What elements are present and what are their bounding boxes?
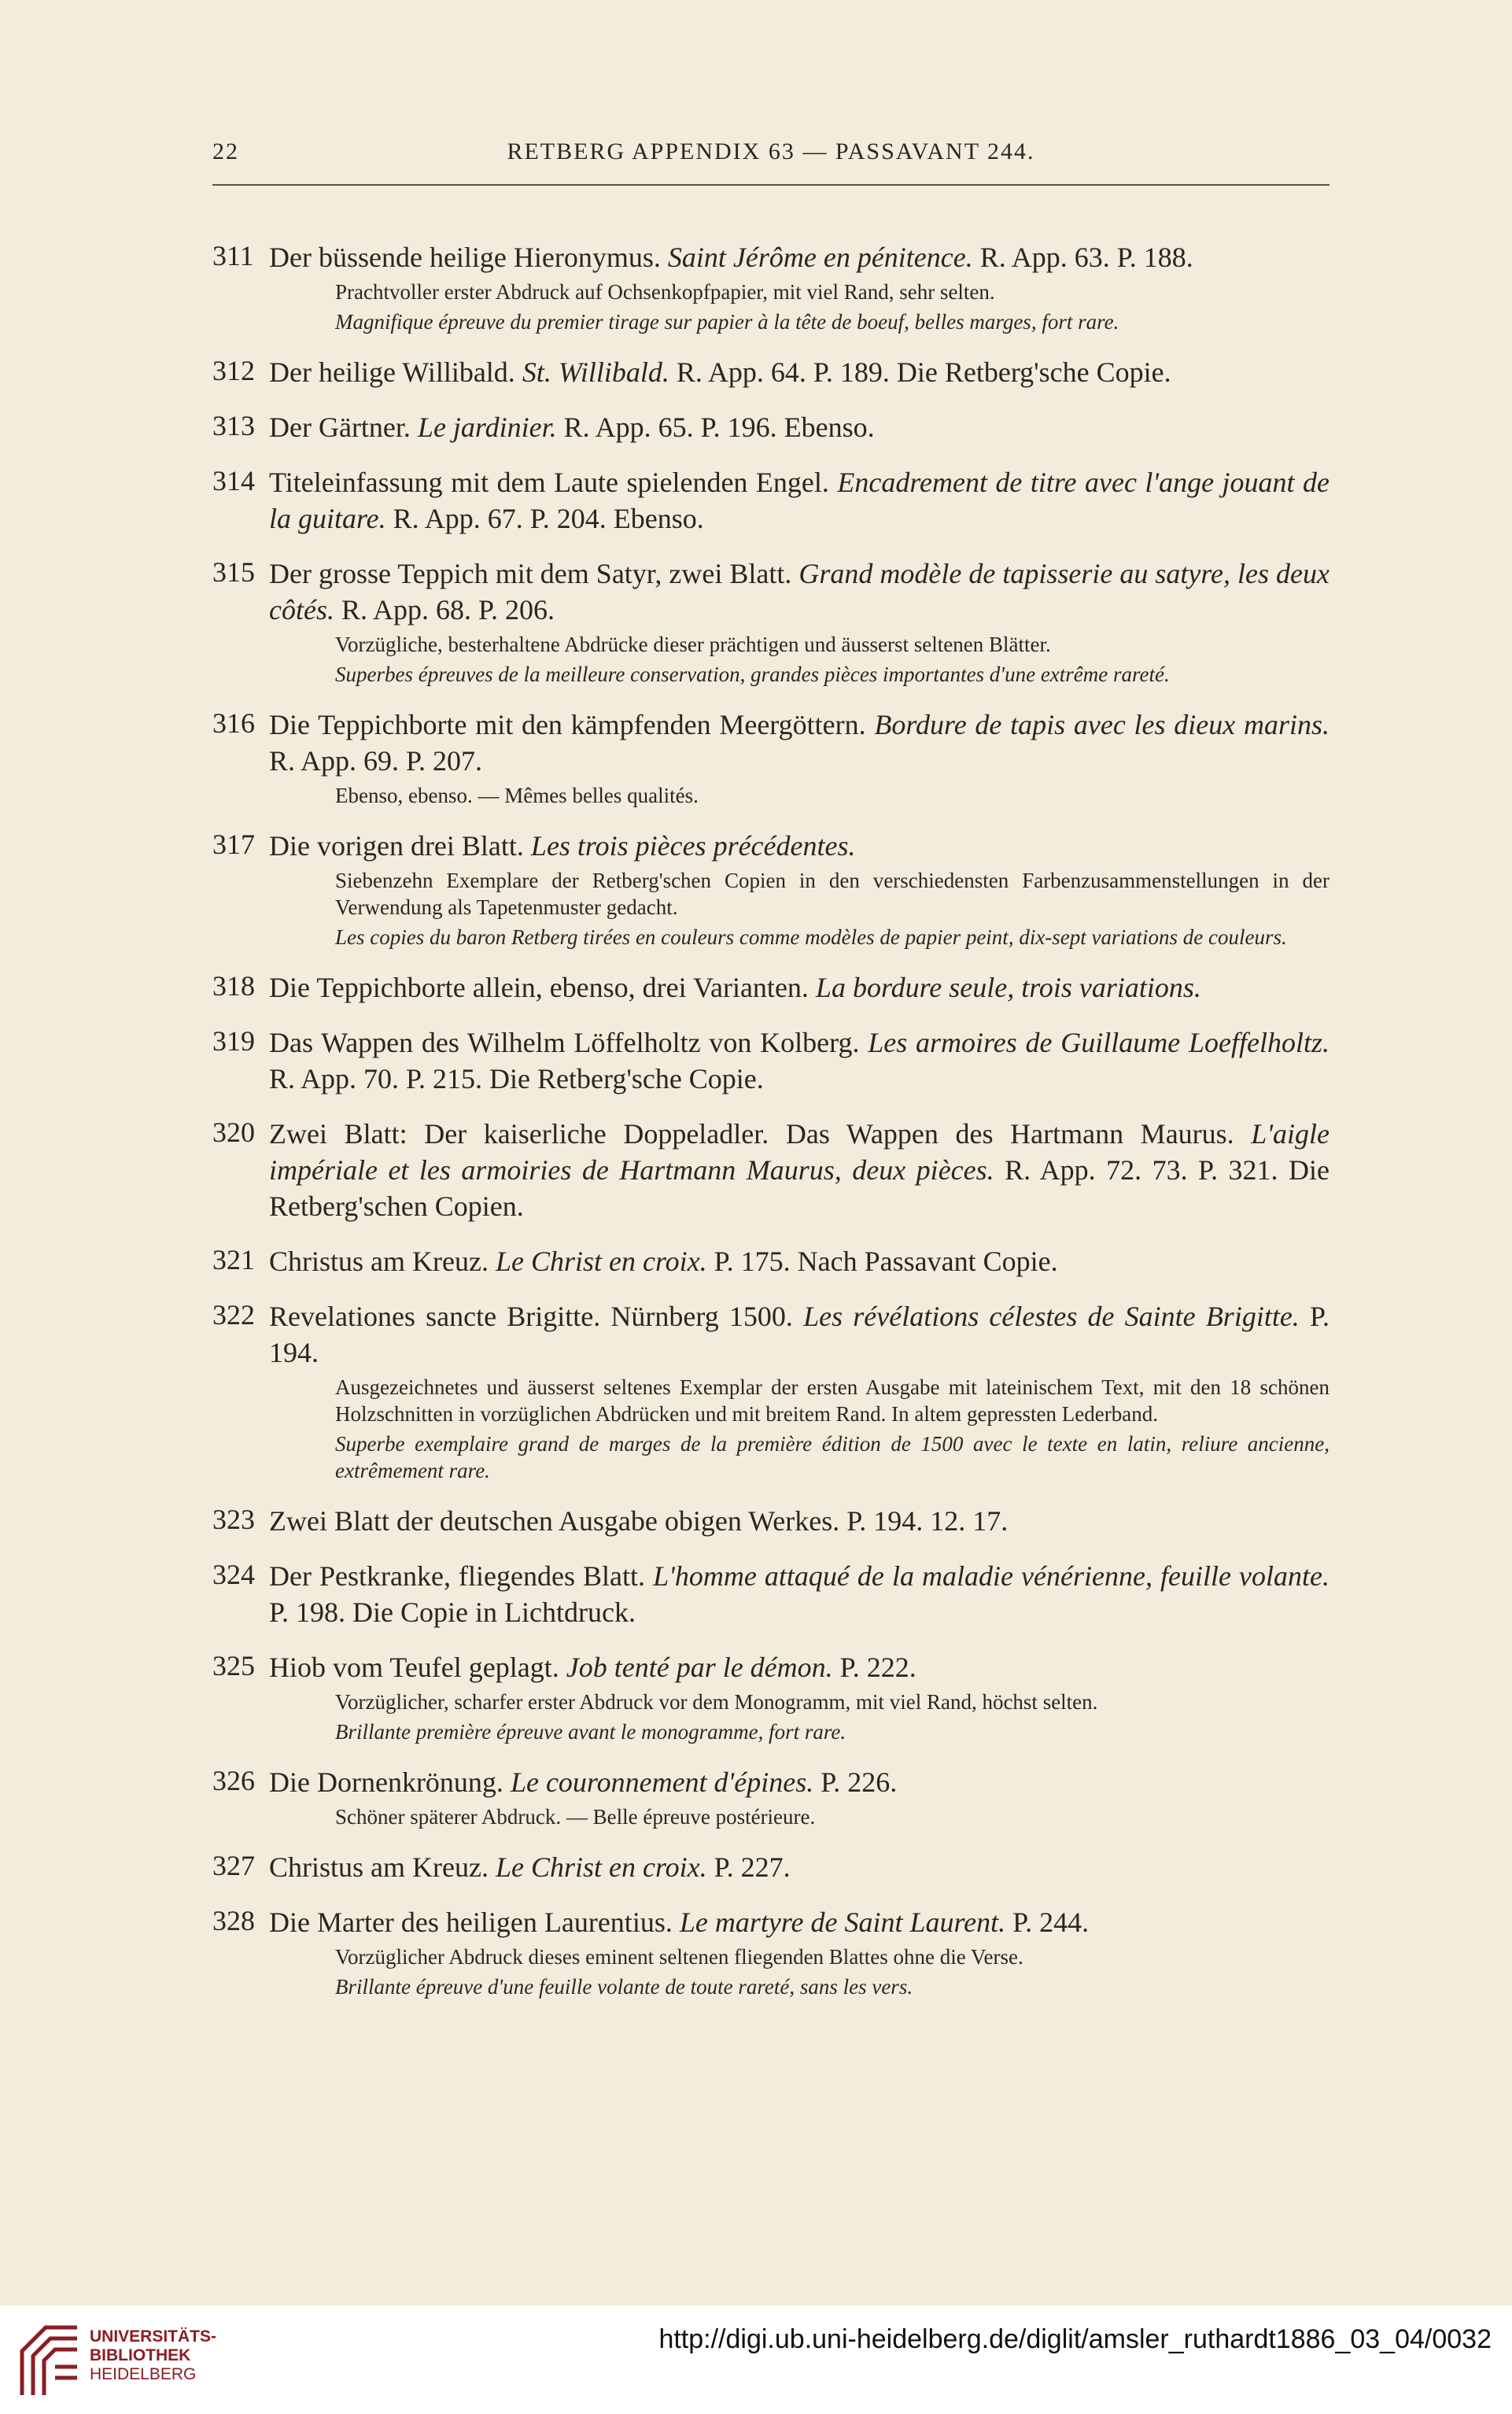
entry-note-german: Vorzügliche, besterhaltene Abdrücke dieser prächtigen und äusserst seltenen Blätter. <box>335 633 1051 656</box>
entry-description <box>269 239 1329 275</box>
entry-reference: R. App. 63. P. 188. <box>979 242 1193 273</box>
entry-french-title: Job tenté par le démon. <box>566 1652 833 1683</box>
entry-note-french: Brillante première épreuve avant le monogramme, fort rare. <box>335 1720 846 1744</box>
library-name-line3: HEIDELBERG <box>90 2365 197 2383</box>
entry-number: 314 <box>212 465 255 496</box>
entry-number: 312 <box>212 355 255 386</box>
entry-reference: R. App. 69. P. 207. <box>269 745 483 777</box>
entry-description <box>269 464 1329 537</box>
entry-note-german: Schöner späterer Abdruck. — Belle épreuve postérieure. <box>335 1805 816 1829</box>
entry-french-title: Le Christ en croix. <box>495 1246 707 1277</box>
entry-description <box>269 707 1329 779</box>
entry-german-title: Die Teppichborte mit den kämpfenden Meergöttern. <box>269 709 866 740</box>
entry-french-title: Le couronnement d'épines. <box>510 1766 814 1798</box>
catalog-entry <box>212 969 1329 1006</box>
entry-german-title: Zwei Blatt der deutschen Ausgabe obigen Werkes. <box>269 1505 840 1537</box>
entry-description <box>269 1764 1329 1800</box>
entry-german-title: Die vorigen drei Blatt. <box>269 830 524 862</box>
entry-number: 327 <box>212 1850 255 1881</box>
running-title: RETBERG APPENDIX 63 — PASSAVANT 244. <box>507 138 1035 164</box>
entry-note-german: Vorzüglicher, scharfer erster Abdruck vor dem Monogramm, mit viel Rand, höchst selten. <box>335 1690 1098 1714</box>
entry-note-french: Superbes épreuves de la meilleure conservation, grandes pièces importantes d'une extrême rareté. <box>335 663 1170 686</box>
entry-description <box>269 354 1329 390</box>
entry-reference: R. App. 68. P. 206. <box>341 594 555 626</box>
catalog-entry <box>212 409 1329 445</box>
entry-reference: R. App. 65. P. 196. Ebenso. <box>563 412 875 443</box>
entry-reference: P. 222. <box>839 1652 916 1683</box>
entry-number: 318 <box>212 970 255 1002</box>
catalog-entry <box>212 464 1329 537</box>
entry-french-title: Le Christ en croix. <box>495 1851 707 1883</box>
entry-german-title: Der büssende heilige Hieronymus. <box>269 242 661 273</box>
entry-german-title: Christus am Kreuz. <box>269 1246 489 1277</box>
entry-french-title: La bordure seule, trois variations. <box>815 972 1201 1003</box>
entry-reference: P. 194. <box>269 1301 1330 1368</box>
entry-german-title: Zwei Blatt: Der kaiserliche Doppeladler. Das Wappen des Hartmann Maurus. <box>269 1118 1234 1150</box>
entry-note-french: Les copies du baron Retberg tirées en couleurs comme modèles de papier peint, dix-sept variations de couleurs. <box>335 925 1287 949</box>
entry-number: 326 <box>212 1765 255 1796</box>
entry-description <box>269 1243 1329 1279</box>
entry-description <box>269 1649 1329 1685</box>
catalog-entries <box>212 239 1329 2000</box>
entry-french-title: L'aigle impériale et les armoiries de Hartmann Maurus, deux pièces. <box>269 1118 1329 1186</box>
entry-description <box>269 828 1329 864</box>
catalog-entry <box>212 1904 1329 2000</box>
entry-reference: R. App. 67. P. 204. Ebenso. <box>393 503 704 534</box>
entry-description <box>269 1904 1329 1940</box>
catalog-entry <box>212 1298 1329 1484</box>
entry-description <box>269 969 1329 1006</box>
entry-french-title: Grand modèle de tapisserie au satyre, les deux côtés. <box>269 558 1329 626</box>
catalog-entry <box>212 1558 1329 1630</box>
catalog-entry <box>212 1649 1329 1745</box>
entry-french-title: Les révélations célestes de Sainte Brigitte. <box>803 1301 1300 1332</box>
entry-number: 323 <box>212 1504 255 1535</box>
entry-number: 324 <box>212 1559 255 1590</box>
entry-note-german: Vorzüglicher Abdruck dieses eminent seltenen fliegenden Blattes ohne die Verse. <box>335 1945 1023 1969</box>
entry-french-title: Le jardinier. <box>417 412 557 443</box>
entry-german-title: Titeleinfassung mit dem Laute spielenden Engel. <box>269 467 829 498</box>
entry-german-title: Hiob vom Teufel geplagt. <box>269 1652 559 1683</box>
library-name-line2: BIBLIOTHEK <box>90 2346 191 2364</box>
entry-note-german: Siebenzehn Exemplare der Retberg'schen Copien in den verschiedensten Farbenzusammenstellungen in der Verwendung als Tapetenmuster gedacht. <box>335 869 1329 919</box>
library-logo-icon <box>14 2320 85 2401</box>
entry-german-title: Der Gärtner. <box>269 412 411 443</box>
entry-description <box>269 409 1329 445</box>
library-name <box>90 2327 216 2384</box>
entry-number: 315 <box>212 556 255 588</box>
footer-bar <box>0 2305 1512 2414</box>
entry-reference: R. App. 72. 73. P. 321. Die Retberg'schen Copien. <box>269 1154 1329 1222</box>
entry-reference: R. App. 64. P. 189. Die Retberg'sche Copie. <box>676 356 1171 388</box>
entry-description <box>269 1024 1329 1097</box>
catalog-entry <box>212 707 1329 809</box>
entry-reference: P. 226. <box>821 1766 898 1798</box>
entry-german-title: Der grosse Teppich mit dem Satyr, zwei Blatt. <box>269 558 792 589</box>
catalog-entry <box>212 354 1329 390</box>
entry-number: 322 <box>212 1299 255 1331</box>
entry-german-title: Der Pestkranke, fliegendes Blatt. <box>269 1560 646 1592</box>
catalog-entry <box>212 1243 1329 1279</box>
catalog-entry <box>212 1503 1329 1539</box>
page-content <box>212 134 1329 2019</box>
entry-german-title: Revelationes sancte Brigitte. Nürnberg 1500. <box>269 1301 793 1332</box>
entry-french-title: St. Willibald. <box>522 356 669 388</box>
entry-number: 319 <box>212 1025 255 1057</box>
entry-french-title: Les armoires de Guillaume Loeffelholtz. <box>868 1027 1329 1058</box>
entry-german-title: Der heilige Willibald. <box>269 356 515 388</box>
entry-french-title: Encadrement de titre avec l'ange jouant de la guitare. <box>269 467 1329 534</box>
entry-german-title: Christus am Kreuz. <box>269 1851 489 1883</box>
page-number: 22 <box>212 138 239 164</box>
entry-reference: R. App. 70. P. 215. Die Retberg'sche Copie. <box>269 1063 764 1094</box>
entry-note-german: Ebenso, ebenso. — Mêmes belles qualités. <box>335 784 699 807</box>
entry-french-title: Saint Jérôme en pénitence. <box>667 242 973 273</box>
entry-reference: P. 244. <box>1012 1906 1090 1938</box>
catalog-entry <box>212 239 1329 335</box>
entry-reference: P. 227. <box>714 1851 791 1883</box>
entry-reference: P. 198. Die Copie in Lichtdruck. <box>269 1596 636 1628</box>
entry-description <box>269 1849 1329 1885</box>
entry-number: 325 <box>212 1650 255 1681</box>
entry-number: 317 <box>212 829 255 860</box>
catalog-entry <box>212 556 1329 688</box>
entry-note-french: Magnifique épreuve du premier tirage sur papier à la tête de boeuf, belles marges, fort rare. <box>335 310 1119 334</box>
entry-german-title: Die Dornenkrönung. <box>269 1766 503 1798</box>
entry-number: 320 <box>212 1117 255 1148</box>
entry-description <box>269 1503 1329 1539</box>
library-name-line1: UNIVERSITÄTS- <box>90 2327 217 2346</box>
entry-note-german: Ausgezeichnetes und äusserst seltenes Exemplar der ersten Ausgabe mit lateinischem Text, mit den 18 schönen Holzschnitten in vorzüglichen Abdrücken und mit breitem Rand. In altem gepressten Lederband. <box>335 1375 1329 1426</box>
entry-french-title: Le martyre de Saint Laurent. <box>679 1906 1006 1938</box>
catalog-entry <box>212 1116 1329 1224</box>
entry-german-title: Die Teppichborte allein, ebenso, drei Varianten. <box>269 972 809 1003</box>
entry-reference: P. 175. Nach Passavant Copie. <box>714 1246 1058 1277</box>
entry-note-french: Superbe exemplaire grand de marges de la première édition de 1500 avec le texte en latin, reliure ancienne, extrêmement rare. <box>335 1432 1329 1482</box>
entry-french-title: Les trois pièces précédentes. <box>530 830 856 862</box>
entry-description <box>269 1558 1329 1630</box>
entry-french-title: L'homme attaqué de la maladie vénérienne, feuille volante. <box>653 1560 1330 1592</box>
entry-description <box>269 556 1329 628</box>
entry-number: 321 <box>212 1244 255 1275</box>
entry-description <box>269 1116 1329 1224</box>
entry-german-title: Das Wappen des Wilhelm Löffelholtz von Kolberg. <box>269 1027 860 1058</box>
entry-number: 328 <box>212 1905 255 1936</box>
entry-description <box>269 1298 1329 1371</box>
entry-reference: P. 194. 12. 17. <box>846 1505 1009 1537</box>
entry-note-french: Brillante épreuve d'une feuille volante de toute rareté, sans les vers. <box>335 1975 913 1999</box>
running-header <box>212 134 1329 186</box>
source-url-link[interactable]: http://digi.ub.uni-heidelberg.de/diglit/amsler_ruthardt1886_03_04/0032 <box>658 2324 1492 2354</box>
catalog-entry <box>212 1764 1329 1830</box>
entry-number: 311 <box>212 240 254 271</box>
entry-number: 316 <box>212 707 255 739</box>
catalog-entry <box>212 1024 1329 1097</box>
entry-german-title: Die Marter des heiligen Laurentius. <box>269 1906 673 1938</box>
catalog-entry <box>212 828 1329 950</box>
entry-number: 313 <box>212 410 255 441</box>
entry-french-title: Bordure de tapis avec les dieux marins. <box>874 709 1330 740</box>
catalog-entry <box>212 1849 1329 1885</box>
entry-note-german: Prachtvoller erster Abdruck auf Ochsenkopfpapier, mit viel Rand, sehr selten. <box>335 280 995 304</box>
